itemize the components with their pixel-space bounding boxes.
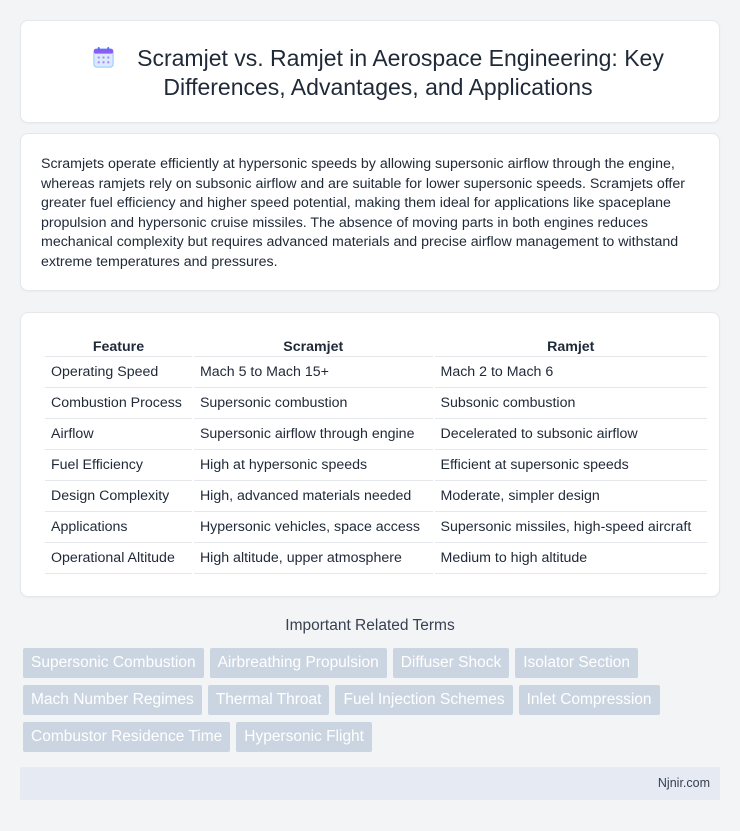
cell-scramjet: High altitude, upper atmosphere	[194, 543, 433, 574]
summary-card	[20, 133, 720, 291]
cell-scramjet: Supersonic airflow through engine	[194, 419, 433, 450]
table-row	[45, 450, 707, 481]
page-title: Scramjet vs. Ramjet in Aerospace Engineering: Key Differences, Advantages, and Applications	[137, 45, 664, 100]
cell-ramjet: Subsonic combustion	[435, 388, 708, 419]
term-tag[interactable]: Hypersonic Flight	[236, 722, 372, 752]
header-ramjet: Ramjet	[435, 333, 708, 357]
term-tag[interactable]: Supersonic Combustion	[23, 648, 204, 678]
related-terms-list	[23, 648, 703, 752]
header-scramjet: Scramjet	[194, 333, 433, 357]
table-row	[45, 512, 707, 543]
calendar-icon	[92, 46, 115, 69]
cell-ramjet: Medium to high altitude	[435, 543, 708, 574]
footer	[20, 767, 720, 800]
summary-text: Scramjets operate efficiently at hypersonic speeds by allowing supersonic airflow through the engine, whereas ramjets rely on subsonic airflow and are suitable for lower supersonic speeds. Scramjets offer greater fuel efficiency and higher speed potential, making them ideal for applications like spaceplane propulsion and hypersonic cruise missiles. The absence of moving parts in both engines reduces mechanical complexity but requires advanced materials and precise airflow management to withstand extreme temperatures and pressures.	[41, 156, 685, 270]
table-header-row	[45, 333, 707, 357]
cell-scramjet: Hypersonic vehicles, space access	[194, 512, 433, 543]
cell-feature: Operational Altitude	[45, 543, 192, 574]
cell-ramjet: Decelerated to subsonic airflow	[435, 419, 708, 450]
term-tag[interactable]: Mach Number Regimes	[23, 685, 202, 715]
term-tag[interactable]: Isolator Section	[515, 648, 638, 678]
cell-scramjet: Supersonic combustion	[194, 388, 433, 419]
cell-feature: Applications	[45, 512, 192, 543]
cell-feature: Airflow	[45, 419, 192, 450]
term-tag[interactable]: Inlet Compression	[519, 685, 660, 715]
cell-feature: Design Complexity	[45, 481, 192, 512]
comparison-table	[43, 333, 709, 574]
cell-scramjet: Mach 5 to Mach 15+	[194, 357, 433, 388]
term-tag[interactable]: Thermal Throat	[208, 685, 330, 715]
cell-scramjet: High, advanced materials needed	[194, 481, 433, 512]
cell-feature: Fuel Efficiency	[45, 450, 192, 481]
cell-feature: Combustion Process	[45, 388, 192, 419]
title-card	[20, 20, 720, 123]
table-row	[45, 388, 707, 419]
table-row	[45, 543, 707, 574]
term-tag[interactable]: Fuel Injection Schemes	[335, 685, 512, 715]
table-row	[45, 481, 707, 512]
table-row	[45, 419, 707, 450]
cell-scramjet: High at hypersonic speeds	[194, 450, 433, 481]
comparison-table-card	[20, 312, 720, 597]
header-feature: Feature	[45, 333, 192, 357]
cell-ramjet: Moderate, simpler design	[435, 481, 708, 512]
term-tag[interactable]: Combustor Residence Time	[23, 722, 230, 752]
cell-ramjet: Supersonic missiles, high-speed aircraft	[435, 512, 708, 543]
page-title-row	[77, 44, 679, 102]
cell-feature: Operating Speed	[45, 357, 192, 388]
cell-ramjet: Efficient at supersonic speeds	[435, 450, 708, 481]
term-tag[interactable]: Airbreathing Propulsion	[210, 648, 387, 678]
term-tag[interactable]: Diffuser Shock	[393, 648, 510, 678]
table-row	[45, 357, 707, 388]
footer-source[interactable]: Njnir.com	[657, 776, 710, 790]
cell-ramjet: Mach 2 to Mach 6	[435, 357, 708, 388]
related-terms-heading: Important Related Terms	[285, 617, 455, 634]
